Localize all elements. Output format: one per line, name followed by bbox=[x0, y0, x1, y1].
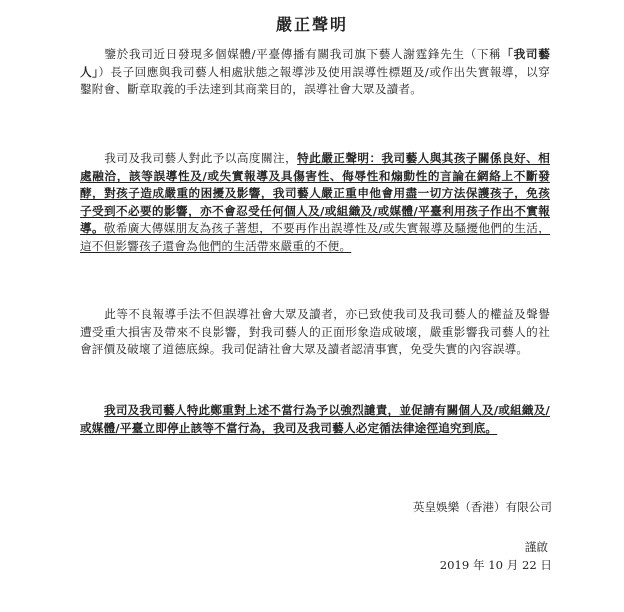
p2-text-b: 敬希廣大傳媒朋友為孩子著想，不要再作出誤導性及/或失實報導及騷擾他們的生活，這不但影響孩子還會為他們的生活帶來嚴重的不便。 bbox=[80, 221, 551, 253]
p2-solemn-statement: 特此嚴正聲明：我司藝人與其孩子關係良好、相處融洽，該等誤導性及/或失實報導及具傷害性、侮辱性和煽動性的言論在網絡上不斷發酵，對孩子造成嚴重的困擾及影響，我司藝人嚴正重申他會用盡一切方法保護孩子，免孩子受到不必要的影響，亦不會忍受任何個人及/或組織及/或媒體/平臺利用孩子作出不實報導。 bbox=[80, 151, 550, 235]
p4-text: 我司及我司藝人特此鄭重對上述不當行為予以強烈譴責，並促請有關個人及/或組織及/或媒體/平臺立即停止該等不當行為，我司及我司藝人必定循法律途徑追究到底。 bbox=[80, 403, 550, 435]
paragraph-4 bbox=[80, 402, 550, 437]
paragraph-1 bbox=[80, 46, 550, 99]
paragraph-3 bbox=[80, 306, 550, 359]
statement-date: 2019 年 10 月 22 日 bbox=[439, 558, 552, 572]
statement-title: 嚴正聲明 bbox=[275, 15, 348, 34]
issued-by: 謹啟 bbox=[524, 540, 548, 554]
p2-text-a: 我司及我司藝人對此予以高度關注， bbox=[104, 151, 298, 165]
p1-artist-term: 「我司藝人」 bbox=[80, 47, 550, 79]
paragraph-2 bbox=[80, 150, 550, 255]
company-name: 英皇娛樂（香港）有限公司 bbox=[412, 500, 552, 514]
p1-text-a: 鑒於我司近日發現多個媒體/平臺傳播有關我司旗下藝人謝霆鋒先生（下稱 bbox=[104, 47, 502, 61]
p1-text-b: ）長子回應與我司藝人相處狀態之報導涉及使用誤導性標題及/或作出失實報導，以穿鑿附會、斷章取義的手法達到其商業目的，誤導社會大眾及讀者。 bbox=[80, 64, 550, 96]
p3-text: 此等不良報導手法不但誤導社會大眾及讀者，亦已致使我司及我司藝人的權益及聲譽遭受重大損害及帶來不良影響，對我司藝人的正面形象造成破壞，嚴重影響我司藝人的社會評價及破壞了道德底線。我司促請社會大眾及讀者認清事實，免受失實的內容誤導。 bbox=[80, 307, 550, 356]
